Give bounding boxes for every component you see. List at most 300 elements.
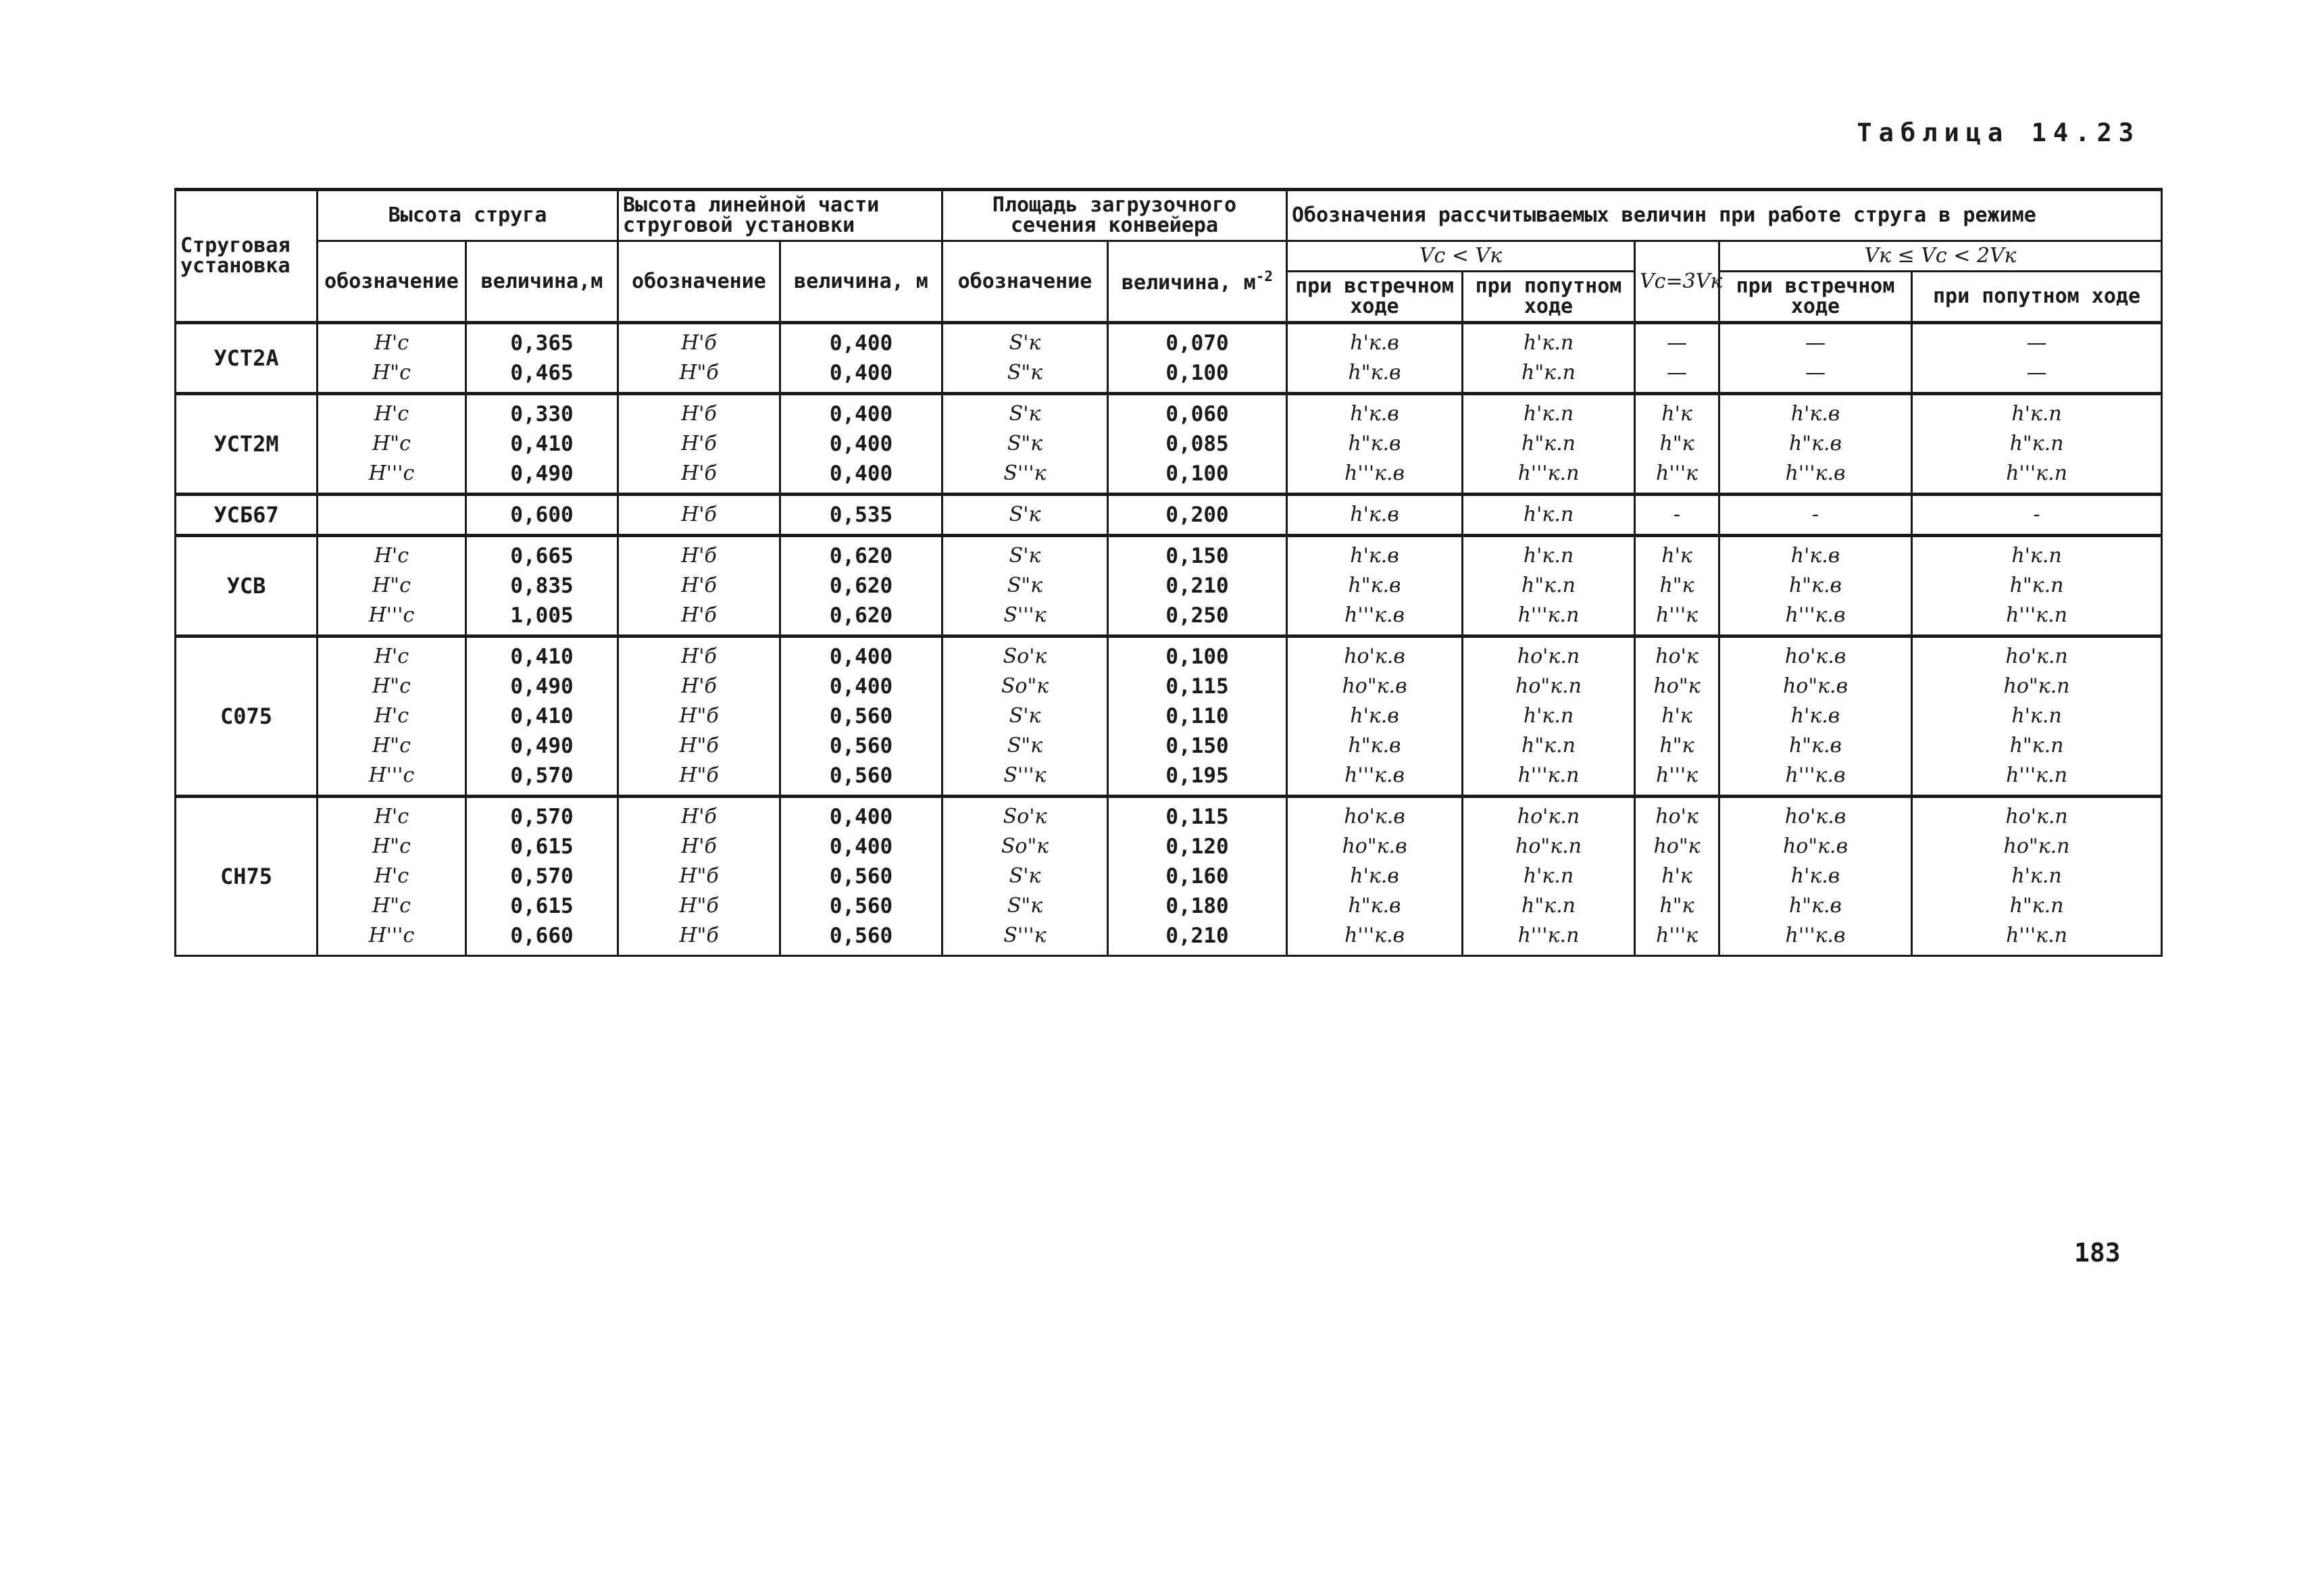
mode1-along: h'к.п bbox=[1523, 544, 1574, 568]
linear-designation: H"б bbox=[679, 894, 719, 918]
mode1-along: h'к.п bbox=[1523, 331, 1574, 355]
mode1-along: h"к.п bbox=[1521, 361, 1576, 384]
mode1-along-cell bbox=[1463, 536, 1635, 637]
plow-designation: H'c bbox=[374, 805, 409, 828]
mode2-value: h"к bbox=[1659, 432, 1694, 455]
mode2-value: h'''к bbox=[1656, 462, 1698, 485]
mode2-value: h'''к bbox=[1656, 764, 1698, 787]
linear-designation: H'б bbox=[681, 603, 717, 627]
mode2-value: h'''к bbox=[1656, 924, 1698, 947]
linear-designation: H"б bbox=[679, 764, 719, 787]
linear-height-value: 0,535 bbox=[829, 503, 893, 527]
header-load-area: Площадь загрузочного сечения конвейера bbox=[942, 190, 1287, 241]
linear-height-value: 0,560 bbox=[829, 734, 893, 758]
linear-designation: H'б bbox=[681, 544, 717, 568]
plow-designation-cell bbox=[318, 495, 466, 536]
plow-designation: H'c bbox=[374, 544, 409, 568]
mode3-counter-cell bbox=[1719, 536, 1912, 637]
area-designation: S'к bbox=[1009, 544, 1041, 568]
mode1-counter-cell bbox=[1287, 637, 1463, 797]
mode3-along: ho'к.п bbox=[2005, 645, 2068, 668]
mode3-counter: h"к.в bbox=[1788, 432, 1842, 455]
area-value: 0,070 bbox=[1165, 331, 1229, 355]
linear-designation: H'б bbox=[681, 331, 717, 355]
header-mode-1 bbox=[1287, 241, 1635, 272]
mode3-along: ho"к.п bbox=[2003, 674, 2070, 698]
mode3-along: h"к.п bbox=[2009, 574, 2064, 597]
mode2-value: h'к bbox=[1661, 704, 1692, 728]
mode3-counter-cell bbox=[1719, 637, 1912, 797]
area-value: 0,195 bbox=[1165, 764, 1229, 788]
page-number: 183 bbox=[2074, 1238, 2121, 1268]
mode1-counter-cell bbox=[1287, 495, 1463, 536]
table-row bbox=[176, 637, 2162, 797]
area-value: 0,115 bbox=[1165, 805, 1229, 829]
mode1-counter: h"к.в bbox=[1348, 361, 1401, 384]
mode1-counter: h"к.в bbox=[1348, 734, 1401, 757]
plow-height-value: 0,660 bbox=[510, 924, 574, 948]
linear-designation: H'б bbox=[681, 432, 717, 455]
mode2-value: ho'к bbox=[1655, 645, 1699, 668]
plow-designation: H'c bbox=[374, 704, 409, 728]
area-designation: S"к bbox=[1007, 361, 1043, 384]
plow-designation: H'c bbox=[374, 402, 409, 426]
linear-height-value-cell bbox=[780, 797, 942, 956]
mode1-counter: h'''к.в bbox=[1344, 462, 1405, 485]
plow-designation: H'c bbox=[374, 331, 409, 355]
linear-height-value: 0,400 bbox=[829, 645, 893, 669]
mode2-value: ho"к bbox=[1653, 834, 1701, 858]
mode1-along: h'''к.п bbox=[1517, 603, 1580, 627]
area-value: 0,200 bbox=[1165, 503, 1229, 527]
area-designation: So'к bbox=[1003, 645, 1047, 668]
mode1-along: h'к.п bbox=[1523, 704, 1574, 728]
mode3-along: h"к.п bbox=[2009, 734, 2064, 757]
header-linear-designation: обозначение bbox=[618, 241, 780, 323]
plow-designation-cell bbox=[318, 797, 466, 956]
mode1-along: h'''к.п bbox=[1517, 924, 1580, 947]
linear-height-value: 0,400 bbox=[829, 402, 893, 426]
header-mode-3-counter: при встречном ходе bbox=[1719, 272, 1912, 323]
mode3-along: h'к.п bbox=[2011, 544, 2062, 568]
plow-designation: H'c bbox=[374, 645, 409, 668]
linear-designation: H'б bbox=[681, 805, 717, 828]
area-designation: So"к bbox=[1001, 834, 1049, 858]
plow-height-value: 0,410 bbox=[510, 704, 574, 728]
mode3-counter: h'к.в bbox=[1790, 864, 1840, 888]
plow-height-value: 0,615 bbox=[510, 834, 574, 859]
mode3-along: h"к.п bbox=[2009, 894, 2064, 918]
area-designation: S"к bbox=[1007, 734, 1043, 757]
area-designation: S'к bbox=[1009, 864, 1041, 888]
mode1-counter: h'''к.в bbox=[1344, 764, 1405, 787]
linear-designation: H'б bbox=[681, 462, 717, 485]
plow-height-value: 0,410 bbox=[510, 432, 574, 456]
linear-designation: H"б bbox=[679, 361, 719, 384]
linear-designation: H"б bbox=[679, 734, 719, 757]
mode1-along-cell bbox=[1463, 797, 1635, 956]
mode3-counter: h"к.в bbox=[1788, 894, 1842, 918]
mode2-value: h'к bbox=[1661, 864, 1692, 888]
area-value: 0,110 bbox=[1165, 704, 1229, 728]
mode3-along: ho"к.п bbox=[2003, 834, 2070, 858]
plow-height-value: 0,615 bbox=[510, 894, 574, 918]
linear-designation: H'б bbox=[681, 574, 717, 597]
plow-designation: H"c bbox=[372, 834, 411, 858]
area-value: 0,115 bbox=[1165, 674, 1229, 699]
plow-height-value: 0,410 bbox=[510, 645, 574, 669]
area-designation-cell bbox=[942, 797, 1108, 956]
linear-height-value: 0,400 bbox=[829, 805, 893, 829]
area-value: 0,120 bbox=[1165, 834, 1229, 859]
mode3-counter: — bbox=[1805, 361, 1826, 384]
mode2-value: h"к bbox=[1659, 574, 1694, 597]
install-name: С075 bbox=[176, 637, 318, 797]
plow-height-value-cell bbox=[466, 637, 618, 797]
mode2-value-cell bbox=[1635, 495, 1719, 536]
plow-height-value: 0,570 bbox=[510, 764, 574, 788]
mode1-counter: h'к.в bbox=[1350, 864, 1399, 888]
mode3-along: h"к.п bbox=[2009, 432, 2064, 455]
mode1-along: h'''к.п bbox=[1517, 764, 1580, 787]
mode1-counter-cell bbox=[1287, 394, 1463, 495]
plow-height-value: 0,570 bbox=[510, 805, 574, 829]
mode2-value: ho'к bbox=[1655, 805, 1699, 828]
mode1-counter: h'''к.в bbox=[1344, 603, 1405, 627]
mode2-value: ho"к bbox=[1653, 674, 1701, 698]
linear-designation-cell bbox=[618, 637, 780, 797]
mode3-along: h'к.п bbox=[2011, 864, 2062, 888]
linear-height-value-cell bbox=[780, 637, 942, 797]
table-row bbox=[176, 797, 2162, 956]
mode3-along-cell bbox=[1912, 495, 2162, 536]
mode1-counter: h'к.в bbox=[1350, 331, 1399, 355]
linear-height-value: 0,560 bbox=[829, 764, 893, 788]
header-linear-height: Высота линейной части струговой установки bbox=[618, 190, 942, 241]
install-name: СН75 bbox=[176, 797, 318, 956]
area-designation: S'''к bbox=[1003, 462, 1047, 485]
mode3-counter: h'к.в bbox=[1790, 402, 1840, 426]
mode1-along: ho'к.п bbox=[1517, 805, 1580, 828]
linear-height-value-cell bbox=[780, 495, 942, 536]
table-row bbox=[176, 323, 2162, 394]
area-designation-cell bbox=[942, 495, 1108, 536]
mode1-along: h"к.п bbox=[1521, 432, 1576, 455]
plow-height-value-cell bbox=[466, 495, 618, 536]
linear-designation-cell bbox=[618, 536, 780, 637]
mode1-along: h'''к.п bbox=[1517, 462, 1580, 485]
linear-height-value: 0,400 bbox=[829, 432, 893, 456]
area-value: 0,100 bbox=[1165, 462, 1229, 486]
header-mode-2-formula: Vᴄ=3Vк bbox=[1640, 269, 1723, 293]
linear-height-value: 0,400 bbox=[829, 834, 893, 859]
mode1-along: ho"к.п bbox=[1515, 834, 1582, 858]
mode3-counter: ho'к.в bbox=[1784, 805, 1846, 828]
plow-designation: H'''c bbox=[368, 462, 415, 485]
area-designation: S'''к bbox=[1003, 764, 1047, 787]
linear-height-value: 0,400 bbox=[829, 331, 893, 355]
plow-height-value-cell bbox=[466, 536, 618, 637]
header-mode-2 bbox=[1635, 241, 1723, 323]
mode2-value-cell bbox=[1635, 323, 1719, 394]
header-designations: Обозначения рассчитываемых величин при работе струга в режиме bbox=[1287, 190, 2162, 241]
area-value-cell bbox=[1108, 323, 1287, 394]
mode2-value: — bbox=[1667, 361, 1687, 384]
mode1-counter-cell bbox=[1287, 323, 1463, 394]
plow-height-value: 0,835 bbox=[510, 574, 574, 598]
mode3-counter-cell bbox=[1719, 797, 1912, 956]
linear-designation-cell bbox=[618, 797, 780, 956]
linear-designation-cell bbox=[618, 323, 780, 394]
mode1-along-cell bbox=[1463, 323, 1635, 394]
install-name: УСТ2А bbox=[176, 323, 318, 394]
table-caption: Таблица 14.23 bbox=[1857, 118, 2140, 147]
mode3-counter: h"к.в bbox=[1788, 734, 1842, 757]
plow-height-value: 0,365 bbox=[510, 331, 574, 355]
mode3-counter: h"к.в bbox=[1788, 574, 1842, 597]
plow-designation: H"c bbox=[372, 432, 411, 455]
plow-height-value: 0,600 bbox=[510, 503, 574, 527]
mode2-value-cell bbox=[1635, 797, 1719, 956]
mode1-along: h'к.п bbox=[1523, 864, 1574, 888]
linear-height-value: 0,400 bbox=[829, 361, 893, 385]
mode1-along: h'к.п bbox=[1523, 503, 1574, 526]
table-row bbox=[176, 394, 2162, 495]
mode3-along-cell bbox=[1912, 536, 2162, 637]
table-row bbox=[176, 536, 2162, 637]
area-designation: S'''к bbox=[1003, 924, 1047, 947]
linear-designation: H'б bbox=[681, 503, 717, 526]
mode3-counter: h'''к.в bbox=[1785, 603, 1846, 627]
mode1-along-cell bbox=[1463, 394, 1635, 495]
linear-height-value-cell bbox=[780, 536, 942, 637]
linear-designation: H"б bbox=[679, 704, 719, 728]
mode3-counter: h'''к.в bbox=[1785, 924, 1846, 947]
area-value: 0,180 bbox=[1165, 894, 1229, 918]
linear-designation: H"б bbox=[679, 864, 719, 888]
header-area-designation: обозначение bbox=[942, 241, 1108, 323]
mode2-value: h'''к bbox=[1656, 603, 1698, 627]
linear-designation-cell bbox=[618, 495, 780, 536]
mode2-value-cell bbox=[1635, 536, 1719, 637]
mode3-along: h'к.п bbox=[2011, 402, 2062, 426]
mode1-counter-cell bbox=[1287, 797, 1463, 956]
area-designation: S'к bbox=[1009, 704, 1041, 728]
install-name: УСВ bbox=[176, 536, 318, 637]
area-value: 0,150 bbox=[1165, 544, 1229, 568]
mode3-along: ho'к.п bbox=[2005, 805, 2068, 828]
plow-designation: H"c bbox=[372, 734, 411, 757]
header-mode-1-formula: Vᴄ < Vк bbox=[1419, 244, 1503, 268]
linear-height-value: 0,560 bbox=[829, 894, 893, 918]
area-designation: S"к bbox=[1007, 432, 1043, 455]
area-value-cell bbox=[1108, 536, 1287, 637]
mode3-along-cell bbox=[1912, 797, 2162, 956]
area-value-cell bbox=[1108, 637, 1287, 797]
area-designation: So'к bbox=[1003, 805, 1047, 828]
header-plow-height: Высота струга bbox=[318, 190, 618, 241]
header-mode-1-along: при попутном ходе bbox=[1463, 272, 1635, 323]
linear-height-value-cell bbox=[780, 323, 942, 394]
header-mode-1-counter: при встречном ходе bbox=[1287, 272, 1463, 323]
area-value-cell bbox=[1108, 394, 1287, 495]
install-name: УСБ67 bbox=[176, 495, 318, 536]
mode3-counter: — bbox=[1805, 331, 1826, 355]
mode3-along: — bbox=[2026, 331, 2047, 355]
install-name: УСТ2М bbox=[176, 394, 318, 495]
area-value: 0,100 bbox=[1165, 361, 1229, 385]
mode1-counter: h'к.в bbox=[1350, 544, 1399, 568]
linear-designation: H'б bbox=[681, 834, 717, 858]
mode1-along: ho'к.п bbox=[1517, 645, 1580, 668]
linear-height-value-cell bbox=[780, 394, 942, 495]
area-designation: S'к bbox=[1009, 331, 1041, 355]
plow-height-value-cell bbox=[466, 323, 618, 394]
mode1-counter-cell bbox=[1287, 536, 1463, 637]
mode3-along: — bbox=[2026, 361, 2047, 384]
header-mode-3-formula: Vк ≤ Vᴄ < 2Vк bbox=[1864, 244, 2017, 268]
mode1-along: h"к.п bbox=[1521, 574, 1576, 597]
plow-height-value: 0,490 bbox=[510, 674, 574, 699]
mode3-counter-cell bbox=[1719, 394, 1912, 495]
plow-designation-cell bbox=[318, 637, 466, 797]
plow-designation: H'''c bbox=[368, 924, 415, 947]
area-designation-cell bbox=[942, 323, 1108, 394]
plow-height-value: 0,490 bbox=[510, 462, 574, 486]
area-value: 0,150 bbox=[1165, 734, 1229, 758]
mode2-value: h"к bbox=[1659, 734, 1694, 757]
linear-height-value: 0,560 bbox=[829, 704, 893, 728]
header-row-2 bbox=[176, 241, 2162, 272]
linear-designation: H'б bbox=[681, 402, 717, 426]
mode3-along: h'к.п bbox=[2011, 704, 2062, 728]
area-designation-cell bbox=[942, 394, 1108, 495]
area-value-cell bbox=[1108, 495, 1287, 536]
area-designation: S'к bbox=[1009, 402, 1041, 426]
linear-designation: H"б bbox=[679, 924, 719, 947]
area-designation-cell bbox=[942, 536, 1108, 637]
mode1-counter: h"к.в bbox=[1348, 432, 1401, 455]
linear-height-value: 0,400 bbox=[829, 674, 893, 699]
mode3-counter: ho"к.в bbox=[1782, 674, 1848, 698]
header-area-value-sup: -2 bbox=[1255, 268, 1273, 284]
mode2-value: — bbox=[1667, 331, 1687, 355]
plow-designation-cell bbox=[318, 536, 466, 637]
plow-height-value-cell bbox=[466, 394, 618, 495]
plow-designation: H'''c bbox=[368, 603, 415, 627]
mode3-counter-cell bbox=[1719, 495, 1912, 536]
plow-designation: H'c bbox=[374, 864, 409, 888]
header-mode-3 bbox=[1719, 241, 2162, 272]
mode3-counter: - bbox=[1811, 503, 1819, 526]
header-row-1 bbox=[176, 190, 2162, 241]
linear-designation: H'б bbox=[681, 674, 717, 698]
mode1-along-cell bbox=[1463, 637, 1635, 797]
plow-designation: H"c bbox=[372, 894, 411, 918]
linear-height-value: 0,620 bbox=[829, 603, 893, 628]
area-value: 0,100 bbox=[1165, 645, 1229, 669]
mode3-counter: h'к.в bbox=[1790, 544, 1840, 568]
header-plow-value: величина,м bbox=[466, 241, 618, 323]
mode3-counter-cell bbox=[1719, 323, 1912, 394]
area-value: 0,060 bbox=[1165, 402, 1229, 426]
mode3-along: h'''к.п bbox=[2006, 764, 2067, 787]
header-mode-3-along: при попутном ходе bbox=[1912, 272, 2162, 323]
plow-height-value: 0,465 bbox=[510, 361, 574, 385]
plow-designation-cell bbox=[318, 394, 466, 495]
plow-designation: H"c bbox=[372, 574, 411, 597]
mode1-counter: h"к.в bbox=[1348, 574, 1401, 597]
linear-height-value: 0,560 bbox=[829, 924, 893, 948]
mode1-along: h'к.п bbox=[1523, 402, 1574, 426]
header-plow-designation: обозначение bbox=[318, 241, 466, 323]
linear-designation: H'б bbox=[681, 645, 717, 668]
area-value: 0,085 bbox=[1165, 432, 1229, 456]
mode3-along: - bbox=[2033, 503, 2040, 526]
mode3-counter: h'к.в bbox=[1790, 704, 1840, 728]
mode2-value-cell bbox=[1635, 394, 1719, 495]
plow-height-value-cell bbox=[466, 797, 618, 956]
mode3-along-cell bbox=[1912, 637, 2162, 797]
mode2-value: h'к bbox=[1661, 402, 1692, 426]
area-value-cell bbox=[1108, 797, 1287, 956]
mode1-along: h"к.п bbox=[1521, 894, 1576, 918]
mode3-along-cell bbox=[1912, 323, 2162, 394]
header-area-value-label: величина, м bbox=[1122, 271, 1256, 295]
mode2-value: - bbox=[1673, 503, 1681, 526]
mode1-counter: h'к.в bbox=[1350, 704, 1399, 728]
mode1-counter: ho"к.в bbox=[1342, 674, 1407, 698]
mode3-counter: h'''к.в bbox=[1785, 764, 1846, 787]
mode3-counter: h'''к.в bbox=[1785, 462, 1846, 485]
table-body bbox=[176, 323, 2162, 956]
mode3-along: h'''к.п bbox=[2006, 462, 2067, 485]
area-value: 0,210 bbox=[1165, 924, 1229, 948]
linear-designation-cell bbox=[618, 394, 780, 495]
area-designation: S'к bbox=[1009, 503, 1041, 526]
mode1-counter: h'к.в bbox=[1350, 503, 1399, 526]
plow-height-value: 1,005 bbox=[510, 603, 574, 628]
area-value: 0,210 bbox=[1165, 574, 1229, 598]
mode1-along: ho"к.п bbox=[1515, 674, 1582, 698]
mode1-along: h"к.п bbox=[1521, 734, 1576, 757]
linear-height-value: 0,560 bbox=[829, 864, 893, 889]
plow-designation: H"c bbox=[372, 674, 411, 698]
mode3-along: h'''к.п bbox=[2006, 603, 2067, 627]
data-table bbox=[174, 188, 2163, 957]
plow-designation: H"c bbox=[372, 361, 411, 384]
header-linear-value: величина, м bbox=[780, 241, 942, 323]
mode3-along: h'''к.п bbox=[2006, 924, 2067, 947]
linear-height-value: 0,400 bbox=[829, 462, 893, 486]
mode1-counter: ho'к.в bbox=[1344, 645, 1405, 668]
mode1-along-cell bbox=[1463, 495, 1635, 536]
area-designation: So"к bbox=[1001, 674, 1049, 698]
table-row bbox=[176, 495, 2162, 536]
header-area-value bbox=[1108, 241, 1287, 323]
mode2-value: h'к bbox=[1661, 544, 1692, 568]
linear-height-value: 0,620 bbox=[829, 544, 893, 568]
mode1-counter: ho'к.в bbox=[1344, 805, 1405, 828]
plow-designation-cell bbox=[318, 323, 466, 394]
mode1-counter: h'''к.в bbox=[1344, 924, 1405, 947]
area-value: 0,250 bbox=[1165, 603, 1229, 628]
mode1-counter: h"к.в bbox=[1348, 894, 1401, 918]
header-install: Струговая установка bbox=[176, 190, 318, 323]
area-value: 0,160 bbox=[1165, 864, 1229, 889]
plow-height-value: 0,570 bbox=[510, 864, 574, 889]
mode1-counter: h'к.в bbox=[1350, 402, 1399, 426]
